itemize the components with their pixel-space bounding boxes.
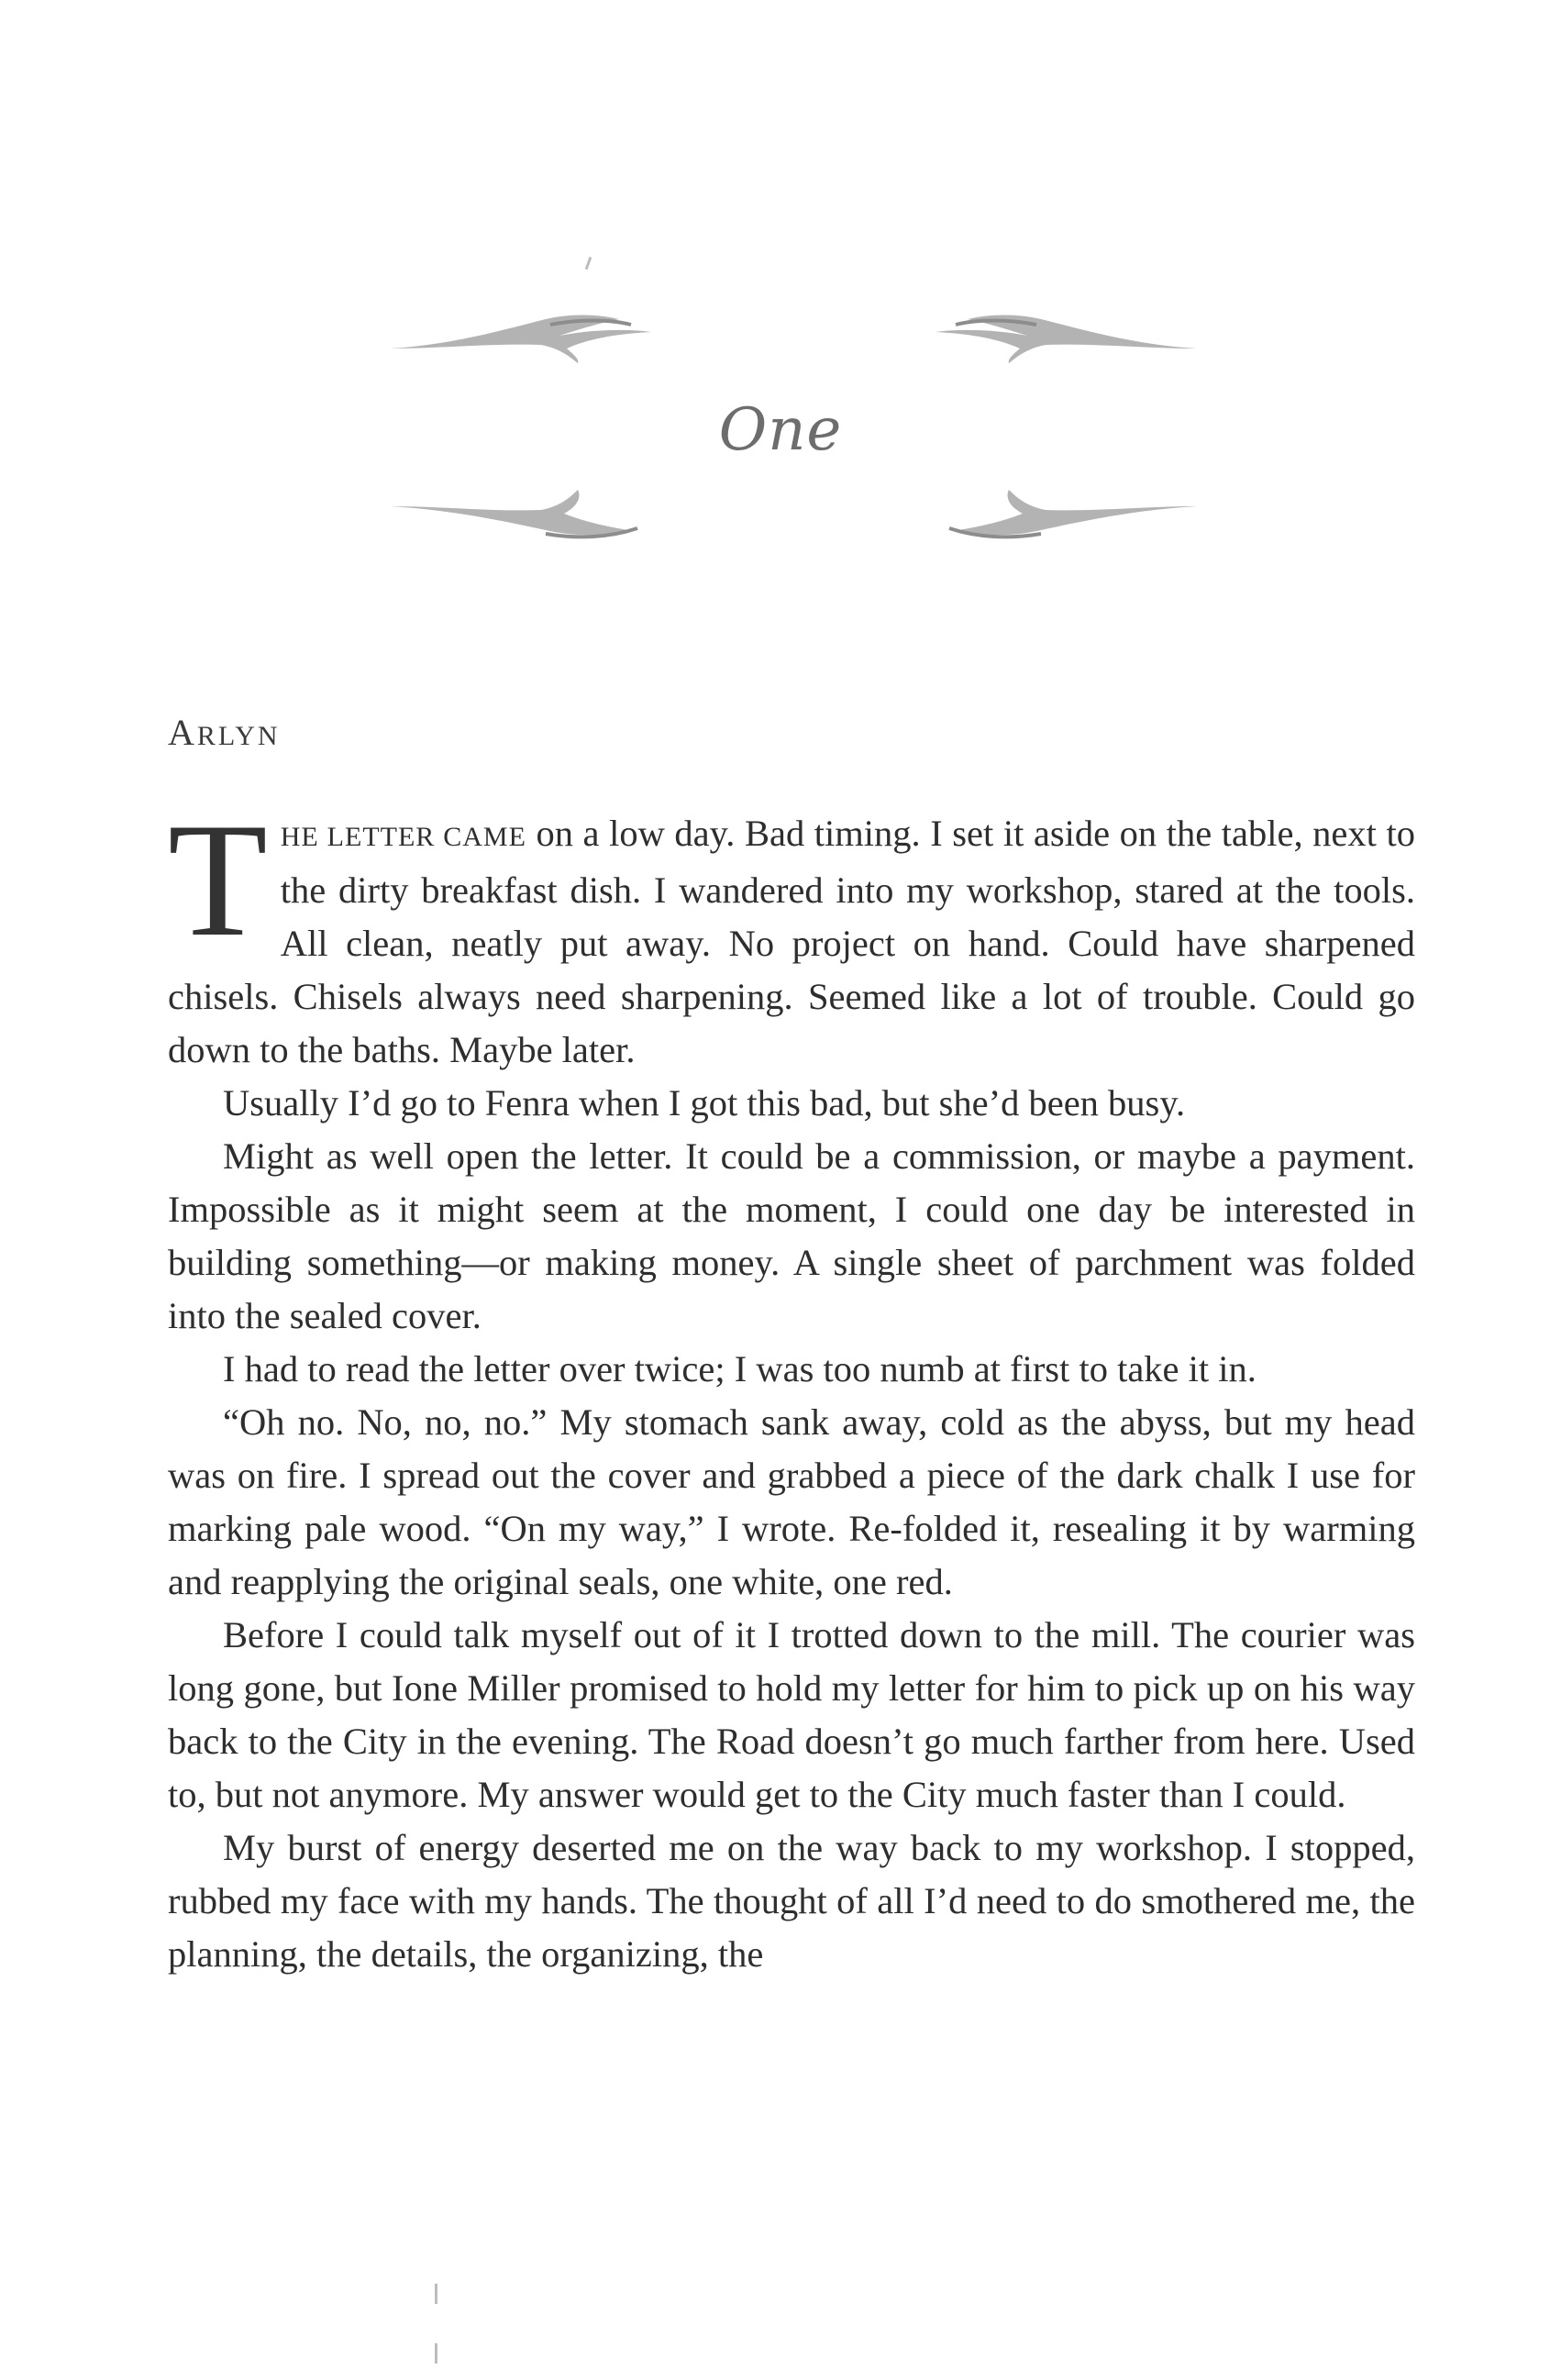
scan-speck <box>585 257 592 270</box>
scan-speck <box>435 2284 437 2304</box>
paragraph: Usually I’d go to Fenra when I got this bad, but she’d been busy. <box>223 1082 1186 1124</box>
scan-speck <box>435 2343 437 2363</box>
paragraph: “Oh no. No, no, no.” My stomach sank away, cold as the abyss, but my head was on fire. I spread out the cover and grabbed a piece of the dark chalk I use for marking pale wood. “On my way,” I wrote. Re-folded it, resealing it by warming and reapplying the original seals, one white, one red. <box>168 1401 1415 1602</box>
opening-paragraph <box>168 789 1415 1077</box>
section-heading-rest: RLYN <box>196 721 281 751</box>
section-heading-initial: A <box>168 712 197 753</box>
paragraph: Might as well open the letter. It could be a commission, or maybe a payment. Impossible as it might seem at the moment, I could one day be interested in building something—or making money. A single sheet of parchment was folded into the sealed cover. <box>168 1135 1415 1336</box>
top-right-ornament-icon <box>908 292 1201 365</box>
bottom-left-ornament-icon <box>385 486 679 559</box>
opening-smallcaps: HE LETTER CAME <box>280 822 526 852</box>
paragraph: Before I could talk myself out of it I trotted down to the mill. The courier was long gone, but Ione Miller promised to hold my letter for him to pick up on his way back to the City in the evening. The Road doesn’t go much farther from here. Used to, but not anymore. My answer would get to the City much faster than I could. <box>168 1614 1415 1815</box>
paragraph: I had to read the letter over twice; I was too numb at first to take it in. <box>223 1348 1257 1389</box>
paragraph: My burst of energy deserted me on the way back to my workshop. I stopped, rubbed my face with my hands. The thought of all I’d need to do smothered me, the planning, the details, the organizing, the <box>168 1827 1415 1975</box>
section-heading <box>168 711 281 754</box>
top-left-ornament-icon <box>385 292 679 365</box>
chapter-body <box>168 789 1415 1981</box>
opening-text: on a low day. Bad timing. I set it aside on the table, next to the dirty breakfast dish. I wandered into my workshop, stared at the tools. All clean, neatly put away. No project on hand. Could have sharpened chisels. Chisels always need sharpening. Seemed like a lot of trouble. Could go down to the baths. Maybe later. <box>168 813 1415 1070</box>
bottom-right-ornament-icon <box>908 486 1201 559</box>
drop-cap: T <box>168 789 268 970</box>
chapter-title: One <box>718 396 843 464</box>
